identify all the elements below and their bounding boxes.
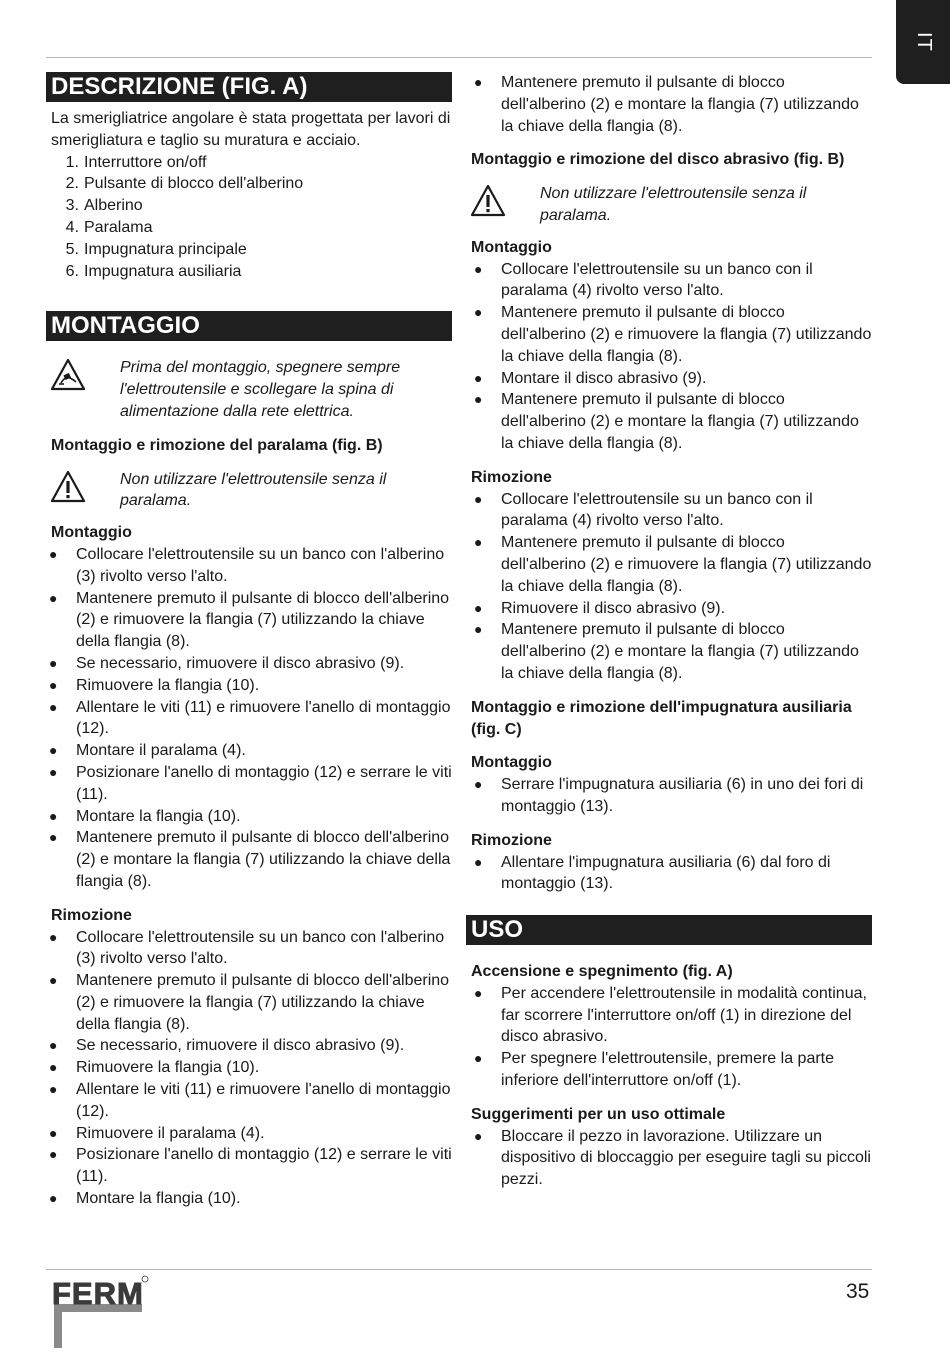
paralama-rimozione-continued — [471, 72, 872, 137]
paralama-rimozione-list — [46, 927, 452, 1210]
list-item-text: Rimuovere la flangia (10). — [76, 676, 260, 694]
logo-text: FERM — [52, 1276, 144, 1311]
list-item-text: Mantenere premuto il pulsante di blocco dell'alberino (2) e rimuovere la flangia (7) utilizzando la chiave della flangia (8). — [501, 304, 872, 365]
item-label: Impugnatura ausiliaria — [84, 262, 242, 280]
list-item-text: Bloccare il pezzo in lavorazione. Utilizzare un dispositivo di bloccaggio per eseguire tagli su piccoli pezzi. — [501, 1127, 871, 1189]
language-tab — [896, 0, 950, 84]
right-column — [466, 72, 872, 1191]
item-number: 4. — [65, 218, 79, 236]
item-number: 3. — [65, 197, 79, 215]
bullet: ● — [49, 698, 58, 715]
bullet: ● — [474, 599, 483, 616]
bullet: ● — [49, 589, 58, 606]
list-item-text: Posizionare l'anello di montaggio (12) e serrare le viti (11). — [76, 763, 452, 803]
list-item-text: Rimuovere la flangia (10). — [76, 1059, 260, 1077]
disco-montaggio-list — [471, 259, 872, 455]
list-item-text: Allentare le viti (11) e rimuovere l'anello di montaggio (12). — [76, 698, 451, 738]
heading-disco: Montaggio e rimozione del disco abrasivo (fig. B) — [471, 151, 845, 169]
bullet: ● — [474, 369, 483, 386]
list-item — [46, 1123, 452, 1145]
list-item — [471, 983, 872, 1048]
parts-list-item — [46, 239, 452, 261]
list-item-text: Allentare le viti (11) e rimuovere l'anello di montaggio (12). — [76, 1081, 451, 1120]
warning-paralama-text: Non utilizzare l'elettroutensile senza il paralama. — [120, 470, 387, 510]
suggerimenti-list — [471, 1126, 872, 1191]
warning-unplug-text: Prima del montaggio, spegnere sempre l'elettroutensile e scollegare la spina di alimentazione dalla rete elettrica. — [120, 359, 401, 420]
item-label: Impugnatura principale — [84, 240, 247, 258]
list-item — [46, 1079, 452, 1123]
bullet: ● — [474, 1127, 483, 1144]
list-item — [46, 697, 452, 741]
list-item-text: Posizionare l'anello di montaggio (12) e serrare le viti (11). — [76, 1146, 452, 1186]
list-item-text: Mantenere premuto il pulsante di blocco dell'alberino (2) e rimuovere la flangia (7) utilizzando la chiave della flangia (8). — [76, 972, 450, 1033]
heading-impugnatura-rimozione: Rimozione — [471, 831, 552, 849]
section-title-uso: USO — [466, 915, 872, 945]
bullet: ● — [49, 972, 58, 989]
item-number: 1. — [65, 153, 79, 171]
list-item — [46, 740, 452, 762]
item-number: 6. — [65, 262, 79, 280]
bullet: ● — [49, 807, 58, 824]
list-item-text: Montare la flangia (10). — [76, 807, 241, 825]
list-item-text: Montare la flangia (10). — [76, 1190, 241, 1208]
heading-impugnatura-montaggio: Montaggio — [471, 754, 552, 772]
impugnatura-rimozione-list — [471, 852, 872, 896]
heading-paralama-montaggio: Montaggio — [51, 524, 132, 542]
warning-triangle-icon — [466, 183, 540, 227]
list-item — [471, 368, 872, 390]
bullet: ● — [474, 534, 483, 551]
bullet: ● — [49, 1124, 58, 1141]
bullet: ● — [474, 391, 483, 408]
list-item — [46, 762, 452, 806]
parts-list-item — [46, 173, 452, 195]
item-number: 5. — [65, 240, 79, 258]
bullet: ● — [474, 776, 483, 793]
descrizione-intro: La smerigliatrice angolare è stata progettata per lavori di smerigliatura e taglio su muratura e acciaio. — [51, 110, 451, 149]
list-item-text: Mantenere premuto il pulsante di blocco dell'alberino (2) e montare la flangia (7) utilizzando la chiave della flangia (8). — [76, 829, 451, 890]
unplug-warning-icon — [46, 357, 120, 422]
warning-triangle-icon — [46, 469, 120, 513]
bullet: ● — [49, 928, 58, 945]
bottom-rule — [46, 1269, 872, 1270]
accensione-list — [471, 983, 872, 1092]
bullet: ● — [474, 984, 483, 1001]
bullet: ● — [474, 260, 483, 277]
item-number: 2. — [65, 175, 79, 193]
top-rule — [46, 57, 872, 58]
disco-rimozione-list — [471, 489, 872, 685]
bullet: ● — [49, 676, 58, 693]
list-item — [471, 1048, 872, 1092]
item-label: Interruttore on/off — [84, 153, 207, 171]
bullet: ● — [49, 1037, 58, 1054]
list-item — [471, 774, 872, 818]
heading-suggerimenti: Suggerimenti per un uso ottimale — [471, 1105, 726, 1123]
ferm-logo — [50, 1274, 160, 1348]
heading-impugnatura: Montaggio e rimozione dell'impugnatura ausiliaria (fig. C) — [471, 698, 852, 738]
list-item — [46, 588, 452, 653]
heading-accensione: Accensione e spegnimento (fig. A) — [471, 963, 733, 981]
page-number: 35 — [846, 1280, 870, 1303]
bullet: ● — [49, 763, 58, 780]
bullet: ● — [49, 1081, 58, 1098]
bullet: ● — [49, 1190, 58, 1207]
list-item — [46, 1188, 452, 1210]
parts-list-item — [46, 261, 452, 283]
item-label: Alberino — [84, 197, 143, 215]
bullet: ● — [49, 1146, 58, 1163]
list-item-text: Montare il paralama (4). — [76, 742, 246, 760]
item-label: Pulsante di blocco dell'alberino — [84, 175, 304, 193]
list-item-text: Collocare l'elettroutensile su un banco con l'alberino (3) rivolto verso l'alto. — [76, 545, 445, 585]
list-item — [471, 852, 872, 896]
list-item — [471, 619, 872, 684]
list-item-text: Serrare l'impugnatura ausiliaria (6) in uno dei fori di montaggio (13). — [501, 776, 864, 815]
list-item-text: Montare il disco abrasivo (9). — [501, 369, 707, 387]
item-label: Paralama — [84, 218, 153, 236]
list-item-text: Mantenere premuto il pulsante di blocco dell'alberino (2) e rimuovere la flangia (7) utilizzando la chiave della flangia (8). — [501, 534, 872, 595]
list-item — [46, 927, 452, 971]
bullet: ● — [474, 1050, 483, 1067]
bullet: ● — [49, 545, 58, 562]
list-item-text: Collocare l'elettroutensile su un banco con il paralama (4) rivolto verso l'alto. — [501, 490, 813, 530]
parts-list-item — [46, 217, 452, 239]
list-item — [471, 259, 872, 303]
warning-unplug — [46, 357, 452, 422]
parts-list-item — [46, 152, 452, 174]
list-item — [471, 72, 872, 137]
left-column — [46, 72, 452, 1210]
list-item — [471, 489, 872, 533]
heading-paralama-rimozione: Rimozione — [51, 906, 132, 924]
list-item — [46, 653, 452, 675]
bullet: ● — [474, 304, 483, 321]
bullet: ● — [474, 490, 483, 507]
heading-paralama: Montaggio e rimozione del paralama (fig. B) — [51, 436, 383, 454]
list-item-text: Collocare l'elettroutensile su un banco con il paralama (4) rivolto verso l'alto. — [501, 260, 813, 300]
bullet: ● — [474, 621, 483, 638]
list-item-text: Rimuovere il disco abrasivo (9). — [501, 599, 726, 617]
list-item — [471, 598, 872, 620]
parts-list — [46, 152, 452, 283]
bullet: ● — [49, 654, 58, 671]
list-item — [46, 1035, 452, 1057]
bullet: ● — [474, 74, 483, 90]
list-item-text: Se necessario, rimuovere il disco abrasivo (9). — [76, 654, 405, 672]
list-item-text: Se necessario, rimuovere il disco abrasivo (9). — [76, 1037, 405, 1055]
bullet: ● — [49, 829, 58, 846]
section-title-montaggio: MONTAGGIO — [46, 311, 452, 341]
paralama-montaggio-list — [46, 544, 452, 893]
list-item — [46, 970, 452, 1035]
warning-disco-text: Non utilizzare l'elettroutensile senza il paralama. — [540, 185, 807, 224]
list-item-text: Mantenere premuto il pulsante di blocco dell'alberino (2) e montare la flangia (7) utilizzando la chiave della flangia (8). — [501, 74, 859, 135]
list-item — [46, 827, 452, 892]
bullet: ● — [49, 1059, 58, 1076]
bullet: ● — [474, 853, 483, 870]
list-item — [46, 675, 452, 697]
section-title-descrizione: DESCRIZIONE (FIG. A) — [46, 72, 452, 102]
list-item — [471, 302, 872, 367]
list-item — [46, 1144, 452, 1188]
list-item-text: Collocare l'elettroutensile su un banco con l'alberino (3) rivolto verso l'alto. — [76, 928, 445, 968]
warning-disco — [466, 183, 872, 227]
list-item — [471, 532, 872, 597]
bullet: ● — [49, 742, 58, 759]
list-item-text: Mantenere premuto il pulsante di blocco dell'alberino (2) e rimuovere la flangia (7) utilizzando la chiave della flangia (8). — [76, 589, 450, 651]
impugnatura-montaggio-list — [471, 774, 872, 818]
list-item-text: Per spegnere l'elettroutensile, premere la parte inferiore dell'interruttore on/off (1). — [501, 1050, 835, 1090]
list-item-text: Allentare l'impugnatura ausiliaria (6) dal foro di montaggio (13). — [501, 853, 831, 893]
language-tab-label: IT — [912, 32, 935, 52]
list-item-text: Per accendere l'elettroutensile in modalità continua, far scorrere l'interruttore on/off (1) in direzione del disco abrasivo. — [501, 984, 867, 1046]
warning-paralama — [46, 469, 452, 513]
list-item — [46, 544, 452, 588]
list-item-text: Mantenere premuto il pulsante di blocco dell'alberino (2) e montare la flangia (7) utilizzando la chiave della flangia (8). — [501, 391, 859, 452]
list-item — [46, 1057, 452, 1079]
list-item — [471, 1126, 872, 1191]
list-item-text: Mantenere premuto il pulsante di blocco dell'alberino (2) e montare la flangia (7) utilizzando la chiave della flangia (8). — [501, 621, 859, 682]
heading-disco-rimozione: Rimozione — [471, 468, 552, 486]
list-item — [46, 806, 452, 828]
parts-list-item — [46, 195, 452, 217]
heading-disco-montaggio: Montaggio — [471, 238, 552, 256]
list-item — [471, 389, 872, 454]
list-item-text: Rimuovere il paralama (4). — [76, 1124, 265, 1142]
